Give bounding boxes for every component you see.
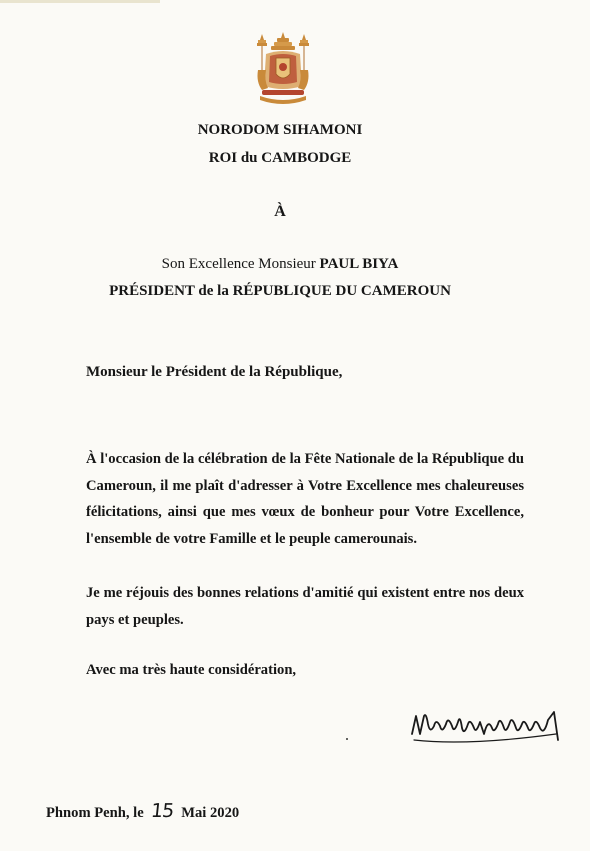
sender-title: ROI du CAMBODGE	[208, 150, 352, 166]
ink-dot	[346, 738, 348, 740]
place: Phnom Penh, le	[46, 805, 144, 821]
place-date	[46, 800, 239, 822]
recipient-title: PRÉSIDENT de la RÉPUBLIQUE DU CAMEROUN	[109, 283, 451, 299]
scan-edge	[0, 0, 160, 3]
month-year: Mai 2020	[181, 805, 240, 821]
sender-name: NORODOM SIHAMONI	[197, 122, 363, 138]
body-paragraph-1: À l'occasion de la célébration de la Fête Nationale de la République du Cameroun, il me plaît d'adresser à Votre Excellence mes chaleureuses félicitations, ainsi que mes vœux de bonheur pour Votre Excellence, l'ensemble de votre Famille et le peuple camerounais.	[86, 451, 524, 547]
to-marker: À	[274, 203, 286, 220]
body-paragraph-2: Je me réjouis des bonnes relations d'amitié qui existent entre nos deux pays et peuples.	[86, 585, 524, 628]
royal-emblem-icon	[252, 30, 314, 110]
recipient-honorific: Son Excellence Monsieur	[161, 256, 316, 272]
recipient-line	[0, 256, 560, 273]
signature	[408, 704, 568, 748]
recipient-name: PAUL BIYA	[319, 256, 399, 272]
salutation: Monsieur le Président de la République,	[86, 364, 343, 380]
handwritten-day: 15	[150, 800, 175, 822]
closing: Avec ma très haute considération,	[86, 662, 297, 678]
